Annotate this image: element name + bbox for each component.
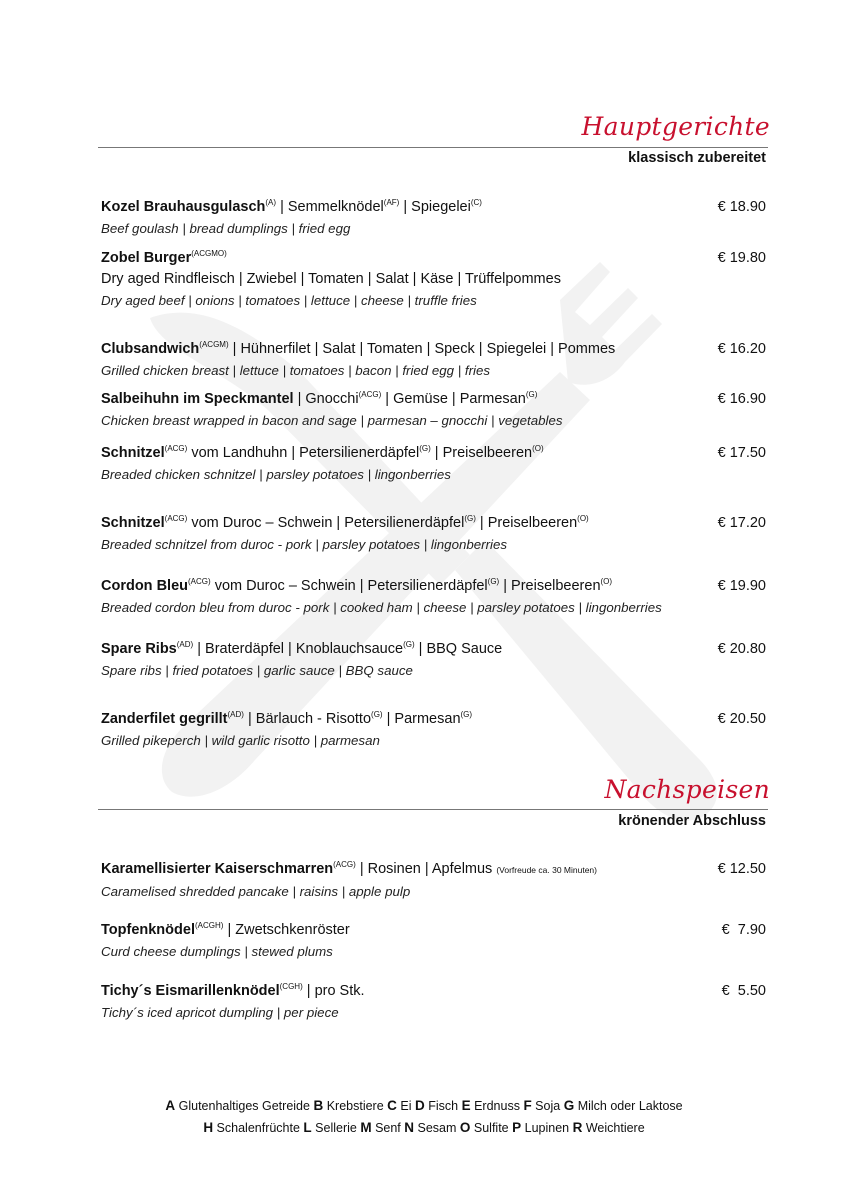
dish-description: | Parmesan: [382, 711, 461, 727]
dish-price: € 5.50: [721, 983, 766, 999]
allergen-code: (A): [265, 198, 277, 208]
dish-description: | Gnocchi: [293, 391, 359, 407]
dish-description: | Bärlauch - Risotto: [243, 711, 372, 727]
allergen-code: (ACG): [358, 390, 382, 400]
dish-description: | Spiegelei: [399, 199, 471, 215]
allergen-legend-line-1: [0, 1095, 848, 1117]
legend-label: Glutenhaltiges Getreide: [178, 1099, 310, 1113]
dish-name: Zobel Burger: [101, 250, 192, 266]
legend-label: Sellerie: [315, 1121, 357, 1135]
legend-code: M: [360, 1120, 372, 1135]
menu-item-topfenknoedel: [101, 920, 766, 962]
dish-translation: Curd cheese dumplings | stewed plums: [101, 944, 333, 959]
allergen-code: (AF): [383, 198, 400, 208]
allergen-code: (G): [487, 577, 500, 587]
dish-translation: Grilled pikeperch | wild garlic risotto | parmesan: [101, 733, 380, 748]
legend-code: O: [459, 1120, 471, 1135]
dish-description: | pro Stk.: [302, 983, 365, 999]
dish-description: | Hühnerfilet | Salat | Tomaten | Speck | Spiegelei | Pommes: [228, 341, 616, 357]
menu-item-gulasch: [101, 197, 766, 239]
legend-label: Soja: [535, 1099, 561, 1113]
allergen-code: (O): [532, 444, 544, 454]
section-subtitle-nachspeisen: krönender Abschluss: [618, 813, 766, 829]
dish-name: Topfenknödel: [101, 922, 195, 938]
allergen-code: (ACG): [164, 514, 188, 524]
legend-code: N: [404, 1120, 415, 1135]
dish-translation: Chicken breast wrapped in bacon and sage | parmesan – gnocchi | vegetables: [101, 413, 563, 428]
dish-description: | Gemüse | Parmesan: [381, 391, 526, 407]
dish-price: € 20.50: [717, 711, 766, 727]
allergen-code: (ACG): [188, 577, 211, 587]
section-title-hauptgerichte: Hauptgerichte: [581, 112, 770, 141]
legend-code: C: [387, 1098, 397, 1113]
section-divider: [98, 147, 768, 148]
legend-code: H: [203, 1120, 214, 1135]
dish-name: Tichy´s Eismarillenknödel: [101, 983, 280, 999]
allergen-code: (G): [371, 710, 383, 720]
dish-name: Spare Ribs: [101, 641, 177, 657]
allergen-code: (G): [460, 710, 473, 720]
dish-name: Salbeihuhn im Speckmantel: [101, 391, 294, 407]
dish-price: € 20.80: [717, 641, 766, 657]
legend-code: R: [572, 1120, 583, 1135]
dish-name: Karamellisierter Kaiserschmarren: [101, 861, 334, 877]
dish-price: € 17.20: [717, 515, 766, 531]
legend-label: Erdnuss: [474, 1099, 520, 1113]
section-divider: [98, 809, 768, 810]
legend-code: E: [461, 1098, 471, 1113]
allergen-code: (ACGH): [194, 921, 224, 931]
legend-code: D: [415, 1098, 425, 1113]
menu-item-burger: [101, 248, 766, 311]
dish-name: Kozel Brauhausgulasch: [101, 199, 266, 215]
legend-label: Krebstiere: [326, 1099, 384, 1113]
dish-price: € 17.50: [717, 445, 766, 461]
legend-label: Sesam: [417, 1121, 457, 1135]
legend-label: Lupinen: [524, 1121, 570, 1135]
allergen-code: (AD): [227, 710, 244, 720]
dish-translation: Dry aged beef | onions | tomatoes | lettuce | cheese | truffle fries: [101, 293, 477, 308]
dish-description: | BBQ Sauce: [414, 641, 503, 657]
dish-name: Clubsandwich: [101, 341, 200, 357]
dish-name: Cordon Bleu: [101, 578, 188, 594]
dish-translation: Breaded schnitzel from duroc - pork | parsley potatoes | lingonberries: [101, 537, 508, 552]
prep-time-note: (Vorfreude ca. 30 Minuten): [496, 865, 597, 875]
menu-item-cordon-bleu: [101, 576, 766, 618]
legend-code: B: [313, 1098, 324, 1113]
dish-translation: Tichy´s iced apricot dumpling | per piece: [101, 1005, 339, 1020]
dish-name: Schnitzel: [101, 515, 165, 531]
allergen-code: (G): [419, 444, 431, 454]
menu-item-schnitzel-schwein: [101, 513, 766, 555]
dish-translation: Grilled chicken breast | lettuce | tomatoes | bacon | fried egg | fries: [101, 363, 491, 378]
dish-price: € 19.80: [717, 250, 766, 266]
dish-price: € 16.90: [717, 391, 766, 407]
dish-name: Zanderfilet gegrillt: [101, 711, 228, 727]
dish-description: Dry aged Rindfleisch | Zwiebel | Tomaten | Salat | Käse | Trüffelpommes: [101, 271, 561, 287]
allergen-code: (G): [525, 390, 538, 400]
allergen-code: (C): [470, 198, 482, 208]
allergen-code: (O): [600, 577, 613, 587]
legend-code: P: [512, 1120, 522, 1135]
menu-item-schnitzel-huhn: [101, 443, 766, 485]
dish-price: € 12.50: [717, 861, 766, 877]
section-title-nachspeisen: Nachspeisen: [604, 775, 770, 804]
legend-code: A: [165, 1098, 176, 1113]
dish-price: € 18.90: [717, 199, 766, 215]
dish-translation: Beef goulash | bread dumplings | fried egg: [101, 221, 351, 236]
dish-description: vom Duroc – Schwein | Petersilienerdäpfel: [187, 515, 465, 531]
allergen-code: (ACG): [164, 444, 188, 454]
allergen-code: (AD): [176, 640, 194, 650]
dish-description: | Preiselbeeren: [475, 515, 578, 531]
allergen-code: (G): [403, 640, 415, 650]
dish-description: vom Duroc – Schwein | Petersilienerdäpfel: [210, 578, 488, 594]
dish-translation: Breaded cordon bleu from duroc - pork | cooked ham | cheese | parsley potatoes | lingonberries: [101, 600, 662, 615]
legend-label: Schalenfrüchte: [216, 1121, 300, 1135]
legend-label: Fisch: [428, 1099, 459, 1113]
legend-code: L: [303, 1120, 312, 1135]
dish-price: € 7.90: [721, 922, 766, 938]
dish-translation: Caramelised shredded pancake | raisins | apple pulp: [101, 884, 411, 899]
dish-name: Schnitzel: [101, 445, 165, 461]
menu-item-kaiserschmarren: [101, 859, 766, 902]
legend-label: Weichtiere: [585, 1121, 645, 1135]
dish-description: | Rosinen | Apfelmus: [355, 861, 497, 877]
dish-description: | Semmelknödel: [276, 199, 384, 215]
allergen-legend-line-2: [0, 1117, 848, 1139]
legend-code: F: [523, 1098, 532, 1113]
dish-description: | Braterdäpfel | Knoblauchsauce: [193, 641, 404, 657]
section-subtitle-hauptgerichte: klassisch zubereitet: [628, 150, 766, 166]
dish-price: € 19.90: [717, 578, 766, 594]
allergen-code: (O): [577, 514, 589, 524]
allergen-code: (ACG): [333, 860, 356, 870]
legend-label: Senf: [375, 1121, 401, 1135]
dish-description: vom Landhuhn | Petersilienerdäpfel: [187, 445, 420, 461]
dish-description: | Preiselbeeren: [430, 445, 533, 461]
dish-price: € 16.20: [717, 341, 766, 357]
menu-item-clubsandwich: [101, 339, 766, 381]
menu-item-salbeihuhn: [101, 389, 766, 431]
menu-item-eismarillenknoedel: [101, 981, 766, 1023]
legend-label: Ei: [400, 1099, 412, 1113]
dish-translation: Breaded chicken schnitzel | parsley potatoes | lingonberries: [101, 467, 451, 482]
dish-translation: Spare ribs | fried potatoes | garlic sauce | BBQ sauce: [101, 663, 413, 678]
allergen-code: (ACGMO): [191, 249, 227, 259]
dish-description: | Preiselbeeren: [499, 578, 601, 594]
allergen-code: (CGH): [279, 982, 303, 992]
legend-code: G: [563, 1098, 575, 1113]
menu-item-spare-ribs: [101, 639, 766, 681]
legend-label: Sulfite: [473, 1121, 509, 1135]
menu-item-zanderfilet: [101, 709, 766, 751]
allergen-code: (G): [464, 514, 476, 524]
legend-label: Milch oder Laktose: [577, 1099, 683, 1113]
dish-description: | Zwetschkenröster: [223, 922, 350, 938]
allergen-code: (ACGM): [199, 340, 229, 350]
